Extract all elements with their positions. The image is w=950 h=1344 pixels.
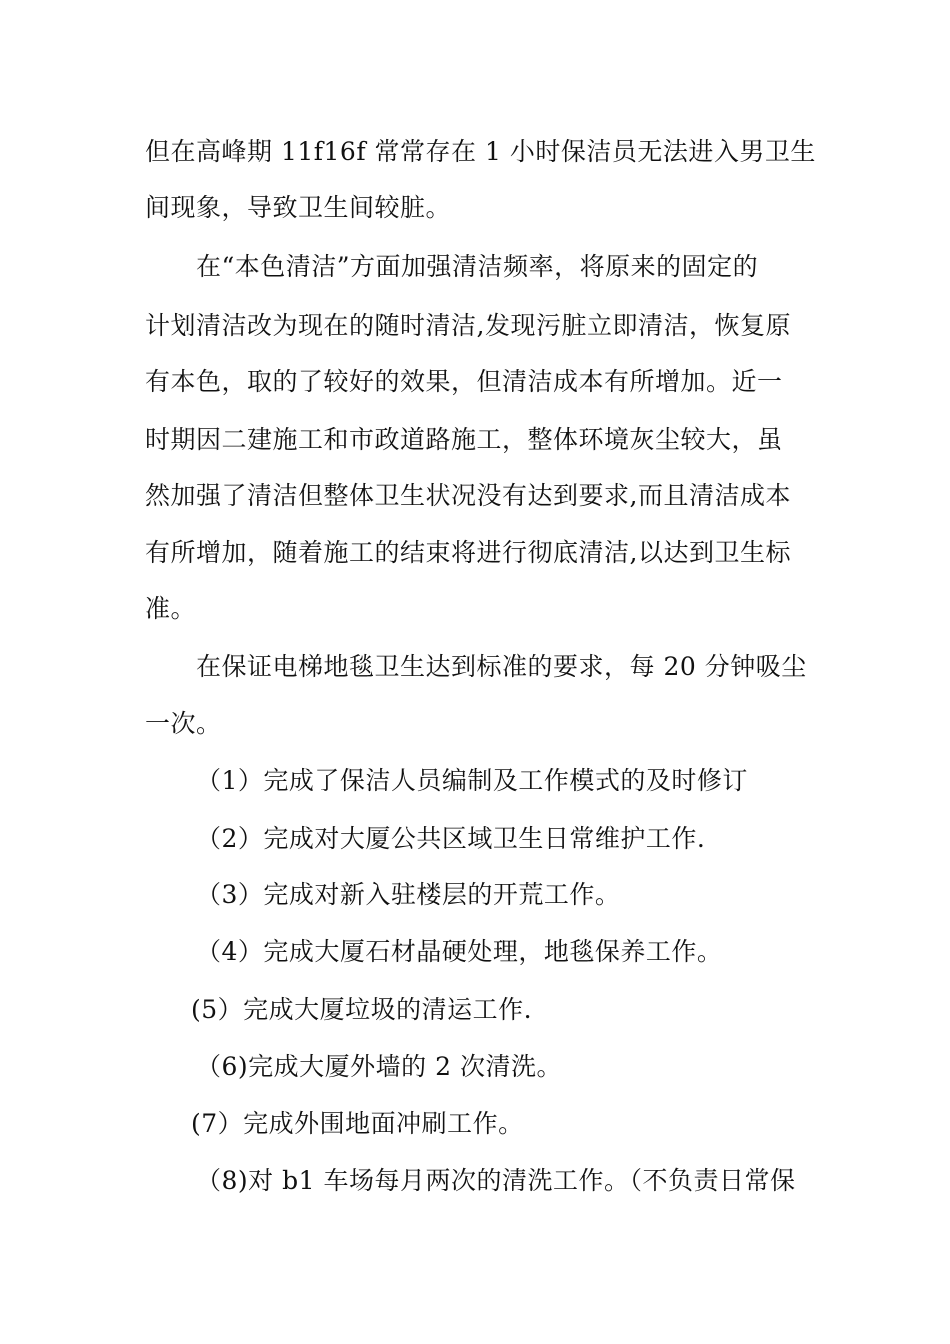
list-item-7: (7）完成外围地面冲刷工作。 — [191, 1109, 524, 1138]
paragraph-3-line-2: 一次。 — [145, 709, 222, 738]
paragraph-1-line-2: 间现象，导致卫生间较脏。 — [145, 193, 452, 222]
list-item-2: （2）完成对大厦公共区域卫生日常维护工作. — [196, 824, 706, 853]
list-item-5: (5）完成大厦垃圾的清运工作. — [191, 995, 533, 1024]
paragraph-1-line-1: 但在高峰期 11f16f 常常存在 1 小时保洁员无法进入男卫生 — [145, 137, 816, 166]
paragraph-2-line-2: 计划清洁改为现在的随时清洁,发现污脏立即清洁，恢复原 — [145, 311, 791, 340]
list-item-3: （3）完成对新入驻楼层的开荒工作。 — [196, 880, 621, 909]
list-item-6: （6)完成大厦外墙的 2 次清洗。 — [196, 1052, 562, 1081]
paragraph-2-line-1: 在“本色清洁”方面加强清洁频率，将原来的固定的 — [196, 252, 759, 281]
paragraph-2-line-4: 时期因二建施工和市政道路施工，整体环境灰尘较大，虽 — [145, 425, 783, 454]
paragraph-3-line-1: 在保证电梯地毯卫生达到标准的要求，每 20 分钟吸尘 — [196, 652, 807, 681]
paragraph-2-line-6: 有所增加，随着施工的结束将进行彻底清洁,以达到卫生标 — [145, 538, 791, 567]
list-item-4: （4）完成大厦石材晶硬处理，地毯保养工作。 — [196, 937, 723, 966]
list-item-1: （1）完成了保洁人员编制及工作模式的及时修订 — [196, 766, 748, 795]
list-item-8: （8)对 b1 车场每月两次的清洗工作。（不负责日常保 — [196, 1166, 796, 1195]
paragraph-2-line-5: 然加强了清洁但整体卫生状况没有达到要求,而且清洁成本 — [145, 481, 791, 510]
paragraph-2-line-3: 有本色，取的了较好的效果，但清洁成本有所增加。近一 — [145, 367, 783, 396]
paragraph-2-line-7: 准。 — [145, 594, 197, 623]
